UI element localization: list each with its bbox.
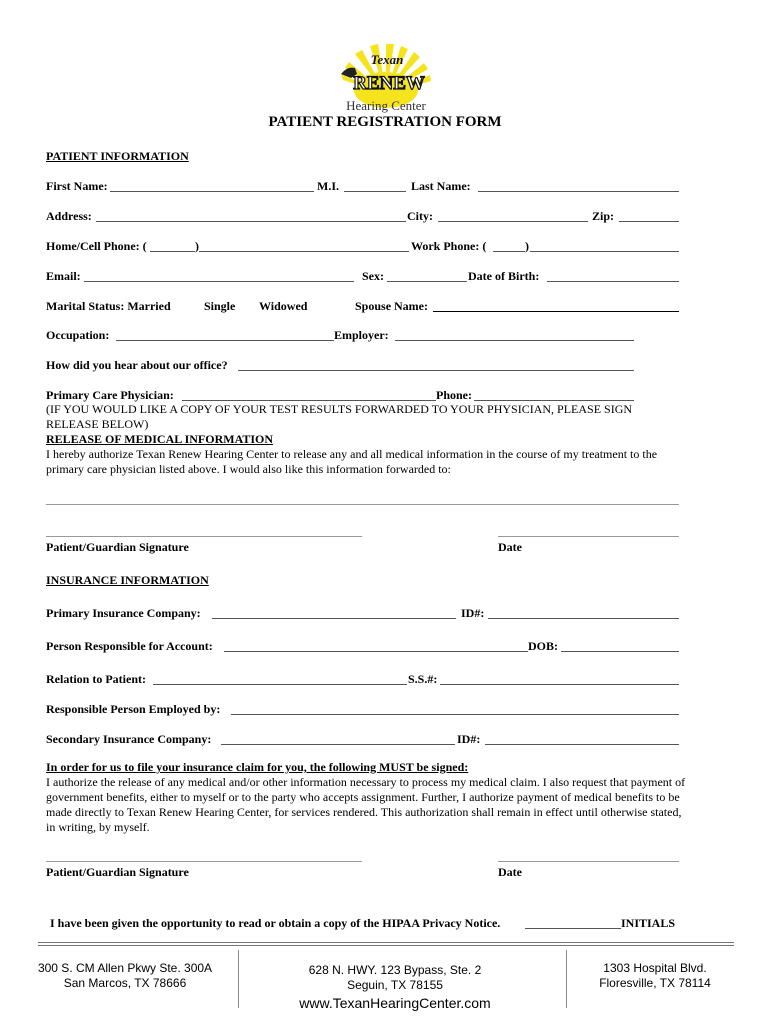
release-text: I hereby authorize Texan Renew Hearing Center to release any and all medical information in the course of my treatment to the primary care physician listed above. I would also like this information forwarded to: bbox=[46, 447, 658, 476]
svg-text:Hearing Center: Hearing Center bbox=[346, 98, 426, 113]
primary-id-field[interactable] bbox=[488, 618, 679, 619]
home-phone-close: ) bbox=[195, 239, 199, 253]
employed-by-label: Responsible Person Employed by: bbox=[46, 702, 221, 716]
employer-field[interactable] bbox=[395, 340, 634, 341]
svg-text:Texan: Texan bbox=[370, 52, 404, 67]
footer-location-san-marcos: 300 S. CM Allen Pkwy Ste. 300A San Marcos, TX 78666 bbox=[37, 961, 213, 990]
hipaa-initials-field[interactable] bbox=[525, 928, 621, 929]
primary-insurance-label: Primary Insurance Company: bbox=[46, 606, 201, 620]
authorization-signature-field[interactable] bbox=[46, 861, 362, 862]
mi-label: M.I. bbox=[317, 179, 339, 193]
work-phone-field[interactable] bbox=[530, 251, 679, 252]
clinic-logo bbox=[335, 44, 437, 114]
pcp-note: (IF YOU WOULD LIKE A COPY OF YOUR TEST RESULTS FORWARDED TO YOUR PHYSICIAN, PLEASE SIGN RELEASE BELOW) bbox=[46, 402, 633, 431]
marital-widowed: Widowed bbox=[259, 299, 308, 313]
work-phone-area-field[interactable] bbox=[493, 251, 525, 252]
employer-label: Employer: bbox=[334, 328, 389, 342]
city-label: City: bbox=[407, 209, 433, 223]
work-phone-close: ) bbox=[525, 239, 529, 253]
hipaa-text: I have been given the opportunity to read or obtain a copy of the HIPAA Privacy Notice. bbox=[50, 916, 501, 930]
footer-location-floresville: 1303 Hospital Blvd. Floresville, TX 78114 bbox=[599, 961, 711, 990]
spouse-name-field[interactable] bbox=[433, 311, 679, 312]
release-forward-field[interactable] bbox=[46, 504, 679, 505]
pcp-phone-field[interactable] bbox=[474, 400, 634, 401]
sex-label: Sex: bbox=[362, 269, 384, 283]
pcp-phone-label: Phone: bbox=[436, 388, 472, 402]
email-label: Email: bbox=[46, 269, 81, 283]
work-phone-label: Work Phone: ( bbox=[411, 239, 487, 253]
insurance-heading: INSURANCE INFORMATION bbox=[46, 573, 209, 587]
address-field[interactable] bbox=[96, 221, 406, 222]
footer-divider bbox=[38, 942, 734, 943]
footer-location-seguin: 628 N. HWY. 123 Bypass, Ste. 2 Seguin, TX 78155 bbox=[308, 963, 482, 992]
release-signature-label: Patient/Guardian Signature bbox=[46, 540, 189, 554]
secondary-id-label: ID#: bbox=[457, 732, 481, 746]
relation-label: Relation to Patient: bbox=[46, 672, 146, 686]
spouse-name-label: Spouse Name: bbox=[355, 299, 429, 313]
pcp-field[interactable] bbox=[182, 400, 436, 401]
employed-by-field[interactable] bbox=[231, 714, 679, 715]
sex-field[interactable] bbox=[387, 281, 467, 282]
last-name-field[interactable] bbox=[478, 191, 679, 192]
email-field[interactable] bbox=[84, 281, 354, 282]
authorization-date-label: Date bbox=[498, 865, 522, 879]
first-name-label: First Name: bbox=[46, 179, 108, 193]
dob-label: Date of Birth: bbox=[468, 269, 540, 283]
marital-single: Single bbox=[204, 299, 236, 313]
hipaa-initials-label: INITIALS bbox=[621, 916, 676, 930]
responsible-dob-field[interactable] bbox=[561, 651, 679, 652]
ssn-label: S.S.#: bbox=[408, 672, 438, 686]
footer-divider-2 bbox=[38, 945, 734, 946]
patient-info-heading: PATIENT INFORMATION bbox=[46, 149, 189, 163]
release-date-field[interactable] bbox=[498, 536, 679, 537]
dob-field[interactable] bbox=[547, 281, 679, 282]
form-title: PATIENT REGISTRATION FORM bbox=[268, 114, 502, 130]
first-name-field[interactable] bbox=[110, 191, 314, 192]
marital-status-label: Marital Status: Married bbox=[46, 299, 171, 313]
responsible-person-label: Person Responsible for Account: bbox=[46, 639, 213, 653]
zip-field[interactable] bbox=[619, 221, 679, 222]
last-name-label: Last Name: bbox=[411, 179, 471, 193]
sun-logo-icon bbox=[335, 44, 437, 114]
responsible-person-field[interactable] bbox=[224, 651, 528, 652]
release-heading: RELEASE OF MEDICAL INFORMATION bbox=[46, 432, 274, 446]
referral-source-field[interactable] bbox=[238, 370, 634, 371]
home-phone-label: Home/Cell Phone: ( bbox=[46, 239, 147, 253]
authorization-date-field[interactable] bbox=[498, 861, 679, 862]
home-phone-field[interactable] bbox=[199, 251, 409, 252]
secondary-insurance-label: Secondary Insurance Company: bbox=[46, 732, 212, 746]
pcp-label: Primary Care Physician: bbox=[46, 388, 174, 402]
release-signature-field[interactable] bbox=[46, 536, 362, 537]
authorization-text: I authorize the release of any medical and/or other information necessary to process my medical claim. I also request that payment of government benefits, either to myself or to the party who accepts assignment. Further, I authorize payment of medical benefits to be made directly to Texan Renew Hearing Center, for services rendered. This authorization shall remain in effect until otherwise stated, in writing, by myself. bbox=[46, 775, 686, 834]
secondary-id-field[interactable] bbox=[485, 744, 679, 745]
authorization-heading: In order for us to file your insurance claim for you, the following MUST be signed: bbox=[46, 760, 469, 774]
city-field[interactable] bbox=[438, 221, 588, 222]
release-date-label: Date bbox=[498, 540, 522, 554]
mi-field[interactable] bbox=[344, 191, 406, 192]
primary-id-label: ID#: bbox=[461, 606, 485, 620]
secondary-insurance-field[interactable] bbox=[221, 744, 455, 745]
home-phone-area-field[interactable] bbox=[150, 251, 195, 252]
occupation-label: Occupation: bbox=[46, 328, 110, 342]
address-label: Address: bbox=[46, 209, 92, 223]
primary-insurance-field[interactable] bbox=[212, 618, 456, 619]
footer-separator-right bbox=[566, 950, 567, 1008]
ssn-field[interactable] bbox=[440, 684, 679, 685]
relation-field[interactable] bbox=[153, 684, 407, 685]
footer-separator-left bbox=[238, 950, 239, 1008]
svg-text:RENEW: RENEW bbox=[353, 73, 425, 94]
zip-label: Zip: bbox=[592, 209, 615, 223]
responsible-dob-label: DOB: bbox=[528, 639, 558, 653]
authorization-signature-label: Patient/Guardian Signature bbox=[46, 865, 189, 879]
footer-website-link[interactable]: www.TexanHearingCenter.com bbox=[299, 995, 491, 1011]
occupation-field[interactable] bbox=[116, 340, 334, 341]
referral-source-label: How did you hear about our office? bbox=[46, 358, 228, 372]
